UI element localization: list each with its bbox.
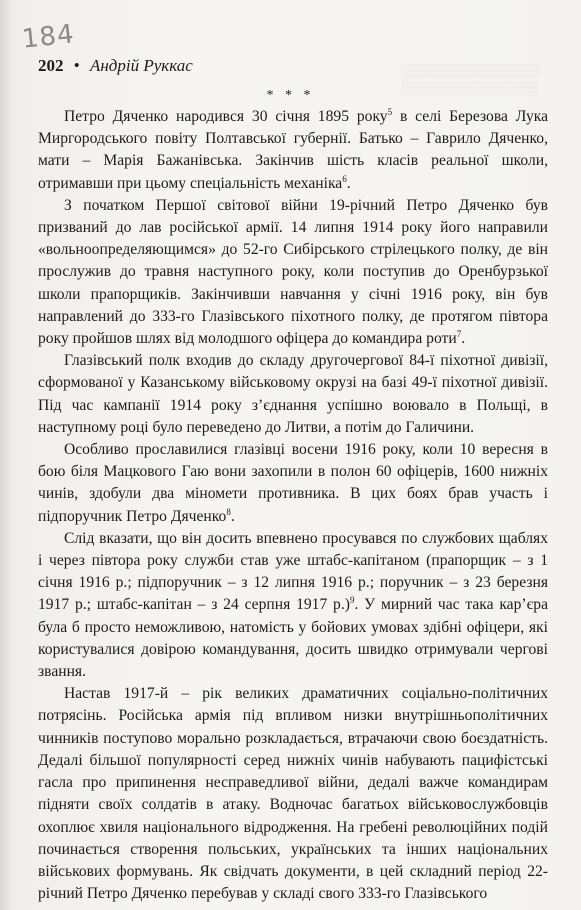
paragraph-text: . (230, 507, 235, 525)
handwritten-page-note: 184 (20, 19, 77, 55)
paragraph-text: Слід вказати, що він досить впевнено просувався по службових щаблях і через півтора року служби став уже штабс-капітаном (прапорщик – з 1 січня 1916 р.; підпоручник – з 12 липня 1916 р.; поручник – з 23 березня 1917 р.; штабс-капітан – з 24 серпня 1917 р.) (38, 529, 548, 614)
paragraph (38, 195, 548, 350)
header-bullet: • (73, 56, 80, 75)
page-edge-shadow (0, 0, 14, 910)
paragraph-text: Особливо прославилися глазівці восени 1916 року, коли 10 вересня в бою біля Мацкового Гаю вони захопили в полон 60 офіцерів, 1600 нижніх чинів, здобули два міномети противника. В цих боях брав участь і підпоручник Петро Дяченко (38, 441, 548, 525)
page-number: 202 (38, 56, 64, 75)
running-header (38, 56, 193, 76)
footnote-marker: 9 (349, 595, 355, 606)
show-through-text: ▒▒▒▒▒▒▒▒▒▒▒▒▒▒▒ ▒▒▒▒▒▒▒▒▒▒▒▒▒▒▒ (401, 63, 540, 95)
paragraph (38, 106, 548, 195)
running-header-author: Андрій Руккас (89, 56, 193, 75)
paragraph-text: . (461, 330, 466, 348)
paragraph-text: Глазівський полк входив до складу другочергової 84-ї піхотної дивізії, сформованої у Казанському військовому окрузі на базі 49-ї піхотної дивізії. Під час кампанії 1914 року з’єднання успішно воювало в Польщі, в наступному році було переведено до Литви, а потім до Галичини. (38, 352, 548, 436)
paragraph (38, 439, 548, 528)
paragraph-text: Настав 1917-й – рік великих драматичних соціально-політичних потрясінь. Російська армія під впливом низки внутрішньополітичних чинників поступово морально розкладається, втрачаючи свою боєздатність. Дедалі більшої популярності серед нижніх чинів набувають пацифістські гасла про припинення несправедливої війни, дедалі важче командирам підняти своїх солдатів в атаку. Водночас багатьох військовослужбовців охоплює хвиля національного відродження. На гребені революційних подій починається створення польських, українських та інших національних військових формувань. Як свідчать документи, в цей складний період 22-річний Петро Дяченко перебував у складі свого 333-го Глазівського (38, 685, 548, 903)
paragraph-text: . (346, 174, 351, 192)
section-divider: * * * (266, 88, 315, 103)
paragraph-text: Петро Дяченко народився 30 січня 1895 року (64, 108, 388, 125)
footnote-marker: 5 (387, 106, 393, 117)
paragraph-text: . У мирний час така кар’єра була б просто неможливою, натомість у бойових умовах здібні офіцери, які користувалися довірою командування, досить швидко отримували чергові звання. (38, 596, 548, 681)
paragraph (38, 683, 548, 905)
paragraph-text: З початком Першої світової війни 19-річний Петро Дяченко був призваний до лав російської армії. 14 липня 1914 року його направили «вольноопределяющимся» до 52-го Сибірського стрілецького полку, де він прослужив до травня наступного року, коли поступив до Оренбурзької школи прапорщиків. Закінчивши навчання у січні 1916 року, він був направлений до 333-го Глазівського піхотного полку, де протягом півтора року пройшов шлях від молодшого офіцера до командира роти (38, 196, 548, 348)
footnote-marker: 6 (342, 173, 347, 184)
body-text (38, 106, 548, 905)
paragraph-text: в селі Березова Лука Миргородського повіту Полтавської губернії. Батько – Гаврило Дяченко, мати – Марія Бажанівська. Закінчив шість класів реальної школи, отримавши при цьому спеціальність механіка (38, 108, 549, 192)
paragraph (38, 528, 548, 683)
paragraph (38, 350, 548, 439)
footnote-marker: 8 (226, 506, 231, 517)
footnote-marker: 7 (456, 328, 462, 339)
